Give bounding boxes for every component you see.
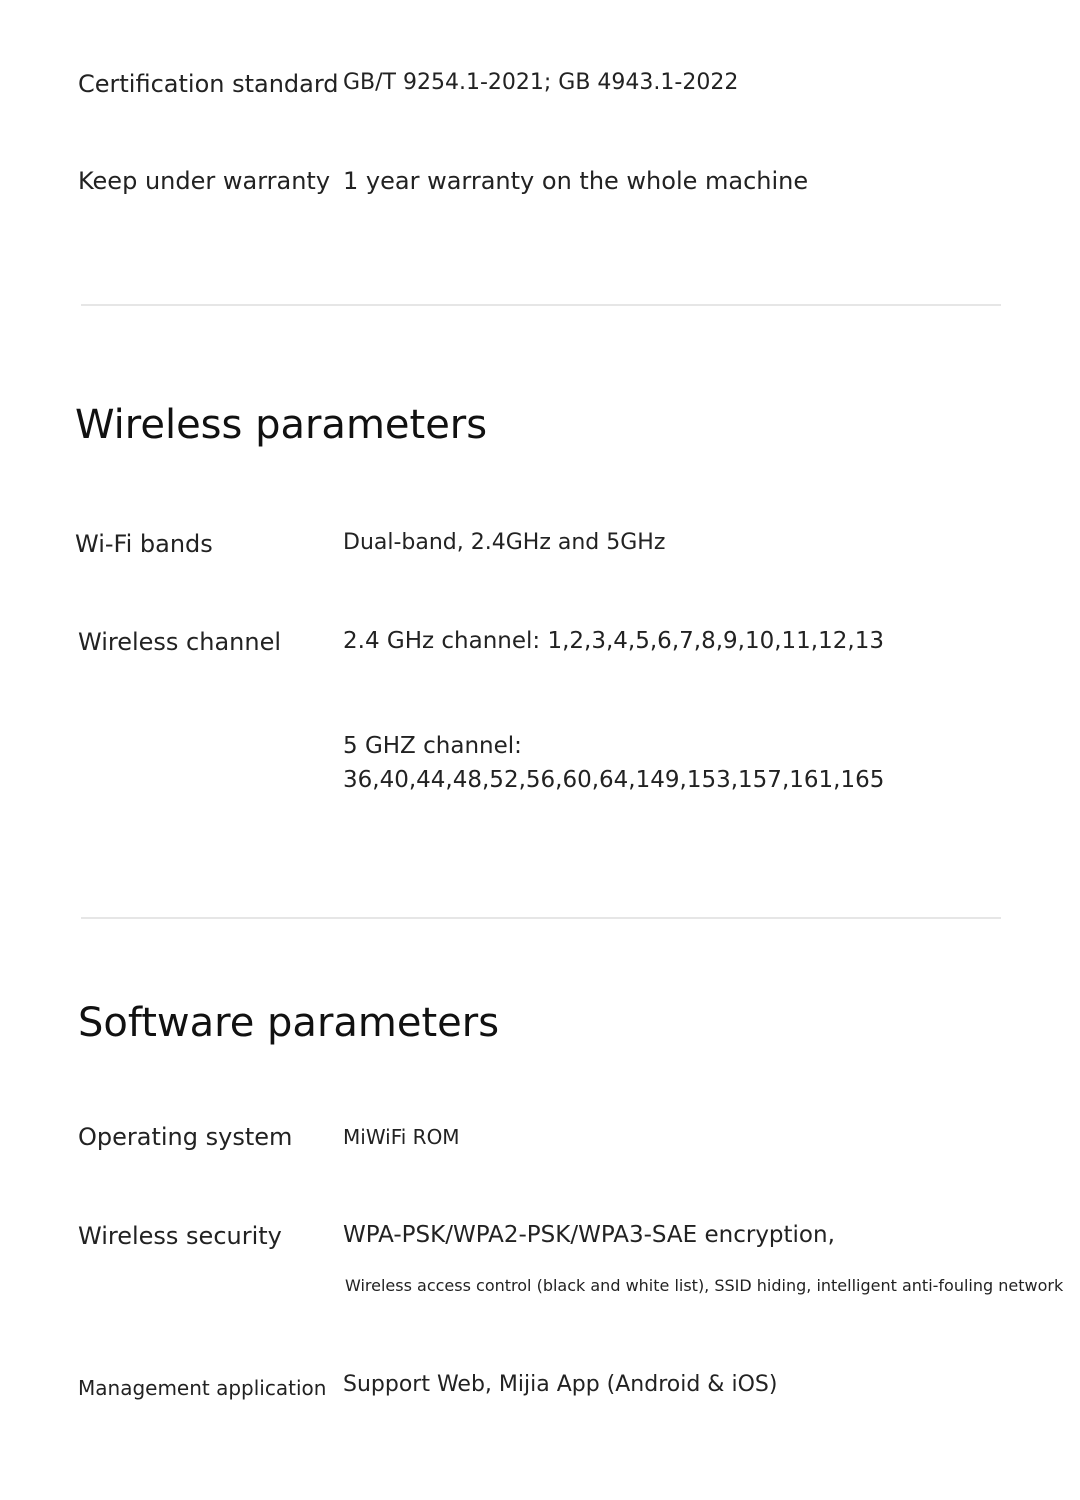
management-application-value: Support Web, Mijia App (Android & iOS) — [343, 1372, 778, 1397]
operating-system-value: MiWiFi ROM — [343, 1125, 460, 1149]
wireless-security-details: Wireless access control (black and white list), SSID hiding, intelligent anti-fouling network — [345, 1276, 1064, 1295]
warranty-value: 1 year warranty on the whole machine — [343, 167, 809, 195]
certification-standard-value: GB/T 9254.1-2021; GB 4943.1-2022 — [343, 70, 739, 95]
wifi-bands-value: Dual-band, 2.4GHz and 5GHz — [343, 530, 666, 555]
divider — [81, 917, 1001, 919]
wireless-security-value: WPA-PSK/WPA2-PSK/WPA3-SAE encryption, — [343, 1222, 835, 1248]
certification-standard-label: Certification standard — [78, 70, 339, 98]
channel-24-value: 2.4 GHz channel: 1,2,3,4,5,6,7,8,9,10,11,12,13 — [343, 628, 884, 654]
wireless-section-title: Wireless parameters — [75, 402, 488, 448]
software-section-title: Software parameters — [78, 1000, 500, 1046]
divider — [81, 304, 1001, 306]
management-application-label: Management application — [78, 1376, 327, 1400]
channel-5-value: 36,40,44,48,52,56,60,64,149,153,157,161,165 — [343, 767, 885, 793]
wifi-bands-label: Wi-Fi bands — [75, 530, 213, 558]
channel-5-heading: 5 GHZ channel: — [343, 733, 522, 759]
wireless-security-label: Wireless security — [78, 1222, 282, 1250]
wireless-channel-label: Wireless channel — [78, 628, 282, 656]
warranty-label: Keep under warranty — [78, 167, 331, 195]
operating-system-label: Operating system — [78, 1123, 293, 1151]
